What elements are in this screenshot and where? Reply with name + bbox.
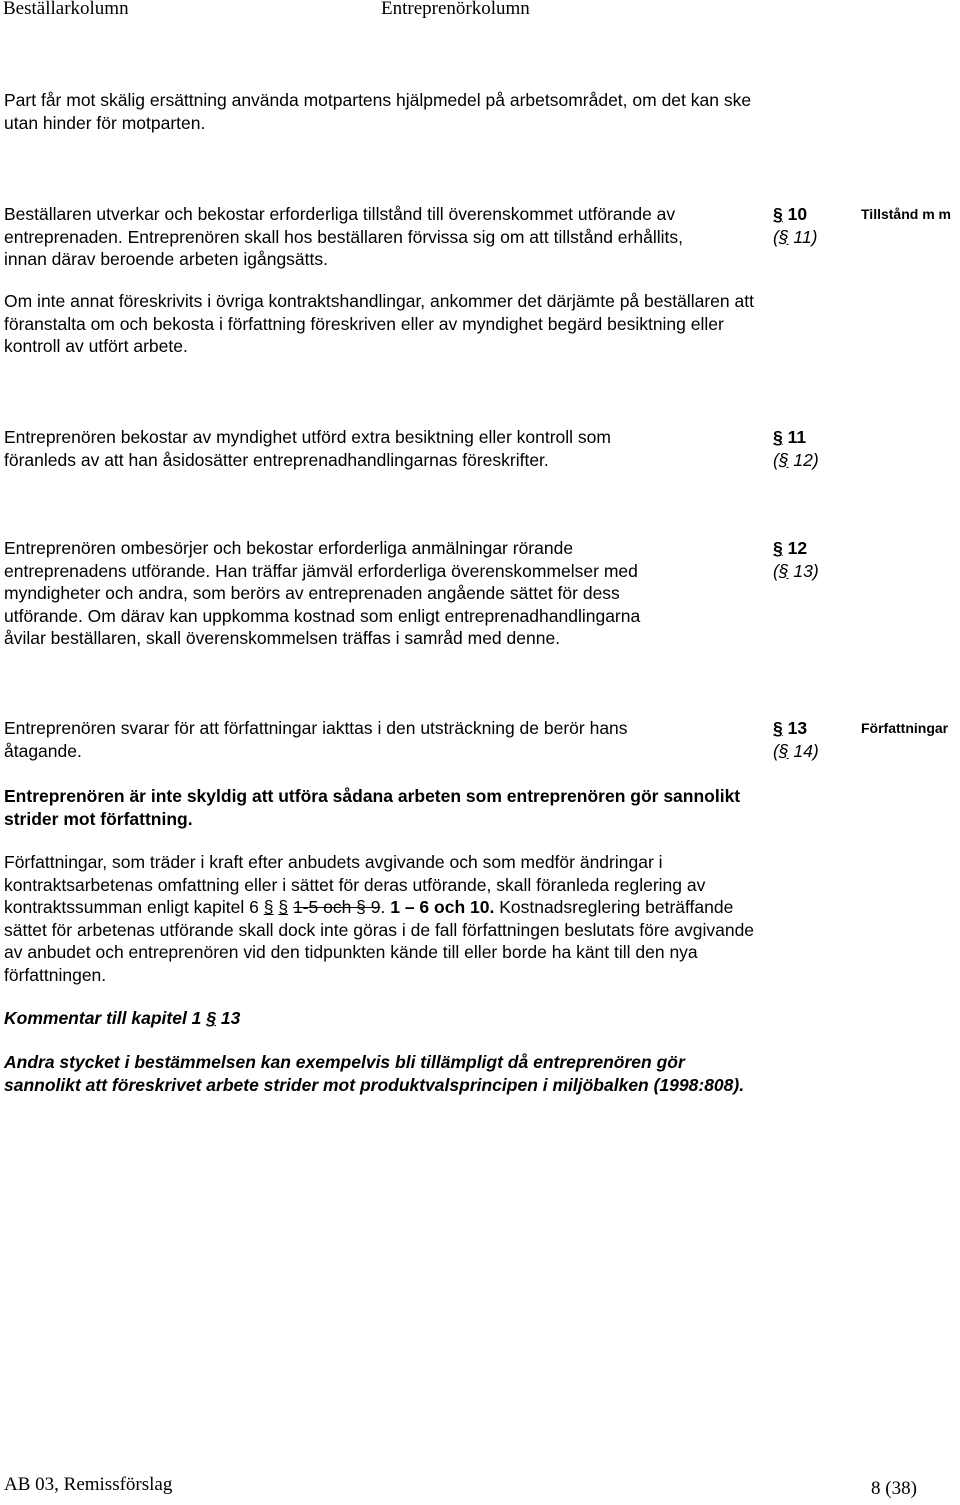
header-right: Entreprenörkolumn bbox=[381, 0, 530, 19]
paragraph-tillstand bbox=[4, 203, 764, 271]
text-run: Kommentar till kapitel 1 bbox=[4, 1008, 207, 1028]
paragraph-line: utförande. Om därav kan uppkomma kostnad som enligt entreprenadhandlingarna bbox=[4, 605, 641, 626]
section-prev-number: 11) bbox=[788, 226, 818, 247]
section-symbol: § bbox=[773, 204, 783, 224]
margin-note-tillstand: Tillstånd m m bbox=[861, 206, 951, 222]
paragraph-line: myndigheter och andra, som berörs av entreprenaden angående sättet för dess bbox=[4, 583, 620, 603]
section-ref-13 bbox=[773, 717, 819, 762]
paragraph-bold-skyldighet: Entreprenören är inte skyldig att utföra sådana arbeten som entreprenören gör sannolikt strider mot författning. bbox=[4, 786, 741, 829]
section-prev-open: ( bbox=[773, 560, 779, 581]
section-prev-number: 12) bbox=[788, 449, 819, 470]
paragraph-line: Entreprenören bekostar av myndighet utförd extra besiktning eller kontroll som bbox=[4, 427, 611, 447]
paragraph-line: Beställaren utverkar och bekostar erforderliga tillstånd till överenskommet utförande av bbox=[4, 204, 676, 224]
paragraph-line: åvilar beställaren, skall överenskommelsen träffas i samråd med denne. bbox=[4, 628, 561, 648]
section-prev-symbol: § bbox=[778, 740, 789, 761]
paragraph-forfattningar bbox=[4, 717, 764, 762]
header-left: Beställarkolumn bbox=[3, 0, 129, 19]
section-symbol: § bbox=[278, 897, 289, 917]
section-prev-number: 14) bbox=[788, 740, 819, 761]
comment-body: Andra stycket i bestämmelsen kan exempelvis bli tillämpligt då entreprenören gör sannolikt att föreskrivet arbete strider mot produktvalsprincipen i miljöbalken (1998:808). bbox=[4, 1052, 745, 1095]
paragraph-line: entreprenadens utförande. Han träffar jämväl erforderliga överenskommelser med bbox=[4, 560, 638, 581]
section-number: 12 bbox=[782, 538, 808, 558]
section-ref-12 bbox=[773, 537, 819, 582]
section-prev-number: 13) bbox=[788, 560, 819, 581]
paragraph-line: Entreprenören svarar för att författningar iakttas i den utsträckning de berör hans bbox=[4, 718, 628, 738]
inserted-text: 1 – 6 och 10. bbox=[390, 897, 495, 917]
section-symbol: § bbox=[773, 538, 783, 558]
section-prev-symbol: § bbox=[778, 226, 789, 247]
paragraph-line: innan därav beroende arbeten igångsätts. bbox=[4, 249, 328, 269]
section-number: 11 bbox=[782, 427, 807, 447]
paragraph-line: föranleds av att han åsidosätter entreprenadhandlingarnas föreskrifter. bbox=[4, 449, 549, 470]
section-symbol: § bbox=[206, 1008, 217, 1028]
paragraph-line: entreprenaden. Entreprenören skall hos beställaren förvissa sig om att tillstånd erhållits, bbox=[4, 226, 683, 247]
section-number: 10 bbox=[782, 204, 808, 224]
paragraph-reglering bbox=[4, 851, 764, 986]
section-ref-11 bbox=[773, 426, 819, 471]
paragraph-line: Entreprenören ombesörjer och bekostar erforderliga anmälningar rörande bbox=[4, 538, 574, 558]
text-run: . bbox=[380, 897, 391, 917]
section-prev-open: ( bbox=[773, 449, 779, 470]
page-number: 8 (38) bbox=[871, 1478, 917, 1499]
margin-note-forfattningar: Författningar bbox=[861, 720, 949, 736]
text-run: Författningar, som träder i kraft efter anbudets avgivande och som medför ändringar i kontraktsarbetenas omfattning eller i sättet för deras utförande, skall föranleda reglering av kontraktssumman enligt kapitel 6 bbox=[4, 852, 706, 917]
text-run: 13 bbox=[216, 1008, 241, 1028]
paragraph-line: åtagande. bbox=[4, 740, 82, 761]
struck-text: 1-5 och § 9 bbox=[292, 897, 381, 917]
paragraph-anmalningar bbox=[4, 537, 764, 650]
paragraph-hjalpmedel: Part får mot skälig ersättning använda motpartens hjälpmedel på arbetsområdet, om det kan ske utan hinder för motparten. bbox=[4, 90, 752, 133]
section-number: 13 bbox=[782, 718, 808, 738]
section-symbol: § bbox=[773, 427, 783, 447]
footer-left: AB 03, Remissförslag bbox=[4, 1474, 173, 1495]
paragraph-extra-besiktning bbox=[4, 426, 764, 471]
section-prev-symbol: § bbox=[778, 560, 789, 581]
section-symbol: § bbox=[263, 897, 274, 917]
section-symbol: § bbox=[773, 718, 783, 738]
paragraph-besiktning: Om inte annat föreskrivits i övriga kontraktshandlingar, ankommer det därjämte på beställaren att föranstalta om och bekosta i författning föreskriven eller av myndighet begärd besiktning eller kontroll av utfört arbete. bbox=[4, 291, 754, 356]
comment-title bbox=[4, 1007, 764, 1030]
section-prev-symbol: § bbox=[778, 449, 789, 470]
section-prev-open: ( bbox=[773, 226, 779, 247]
section-prev-open: ( bbox=[773, 740, 779, 761]
section-ref-10 bbox=[773, 203, 817, 248]
text-run: Kostnadsreglering beträffande sättet för arbetenas utförande skall dock inte göras i de fall författningen beslutats före avgivande av anbudet och entreprenören vid den tidpunkten kände till eller borde ha känt till den nya författningen. bbox=[4, 897, 755, 985]
